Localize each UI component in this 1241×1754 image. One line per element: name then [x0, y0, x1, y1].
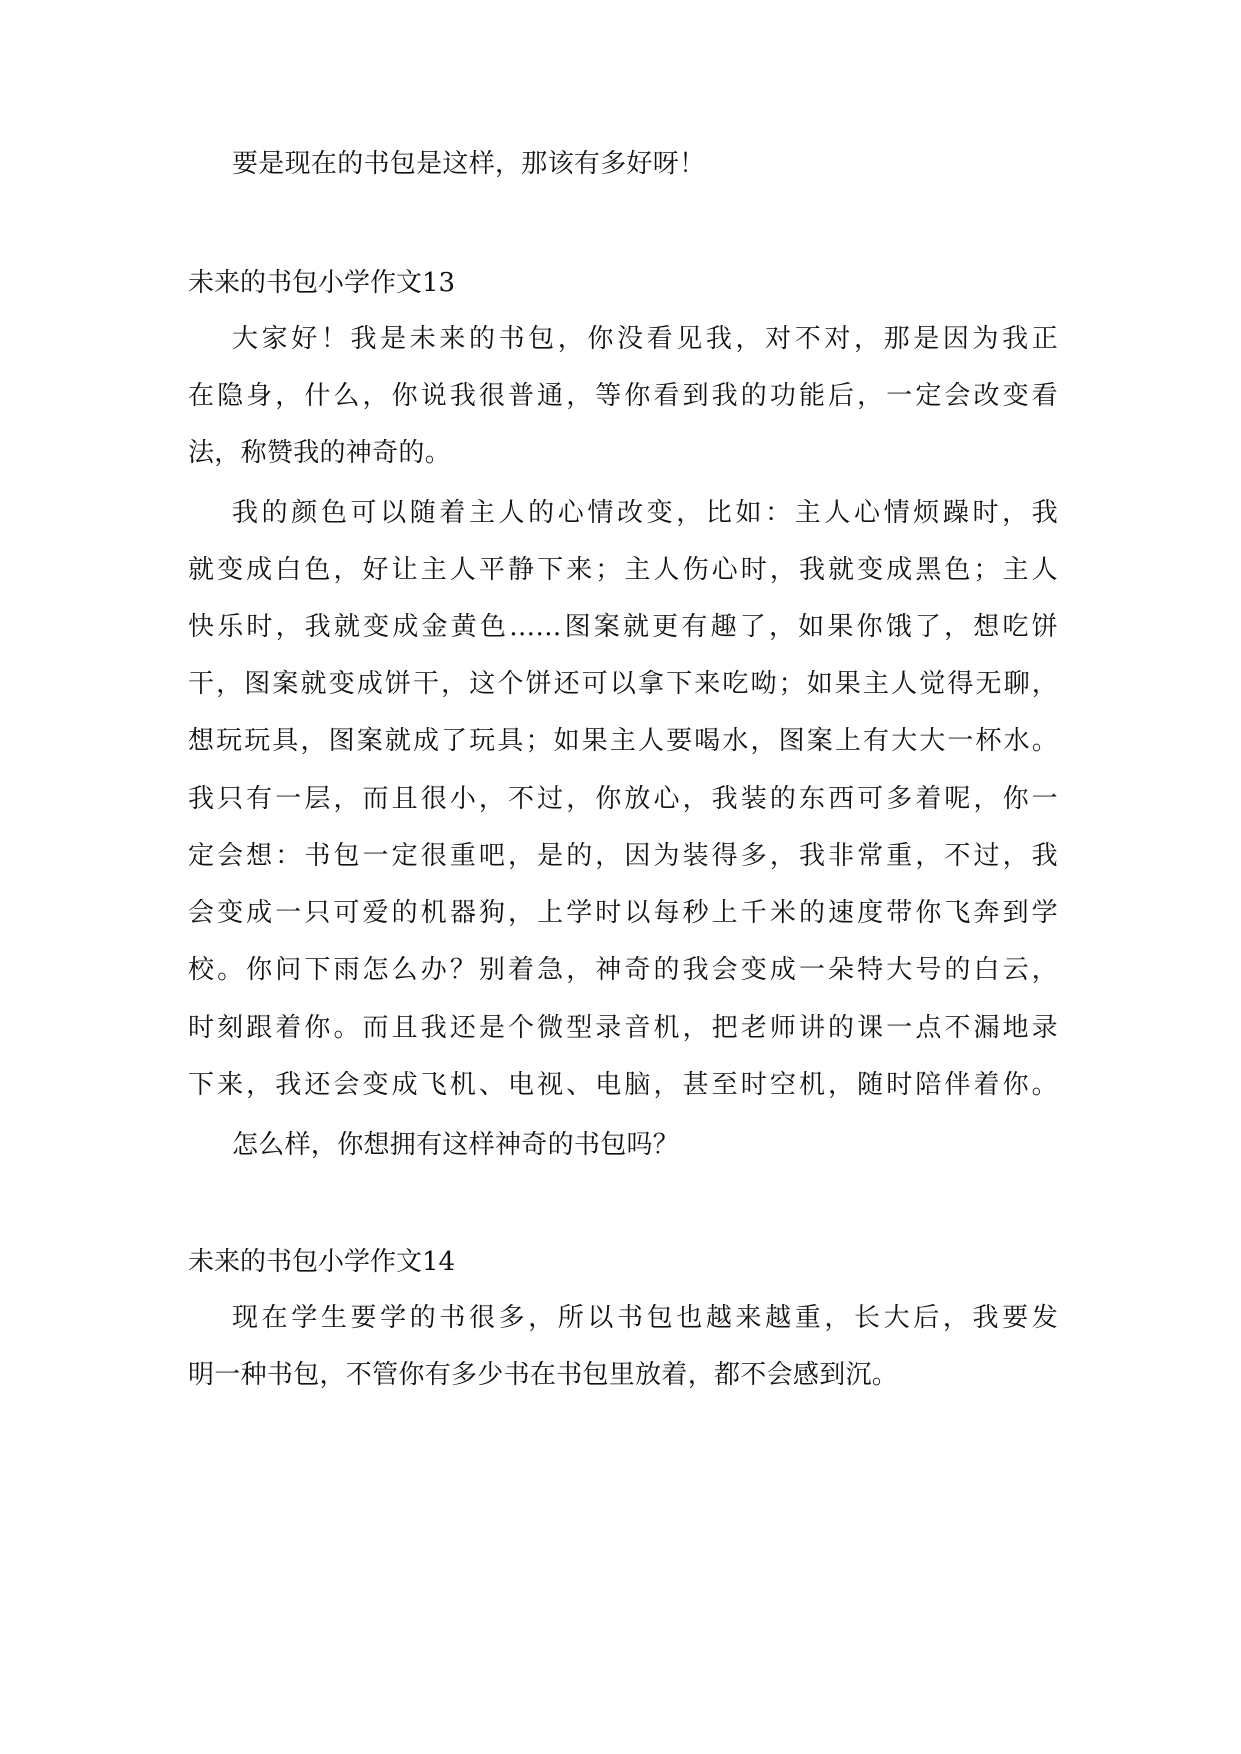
essay-13-p2-line-10: 时刻跟着你。而且我还是个微型录音机，把老师讲的课一点不漏地录: [188, 1013, 1058, 1043]
essay-13-p2-line-5: 想玩玩具，图案就成了玩具；如果主人要喝水，图案上有大大一杯水。: [188, 726, 1058, 756]
essay-14-title: 未来的书包小学作文14: [188, 1247, 456, 1277]
essay-14-p1-line-1: 现在学生要学的书很多，所以书包也越来越重，长大后，我要发: [232, 1303, 1058, 1333]
essay-13-p2-line-6: 我只有一层，而且很小，不过，你放心，我装的东西可多着呢，你一: [188, 784, 1058, 814]
essay-13-p2-line-1: 我的颜色可以随着主人的心情改变，比如：主人心情烦躁时，我: [232, 498, 1058, 528]
essay-13-p2-line-11: 下来，我还会变成飞机、电视、电脑，甚至时空机，随时陪伴着你。: [188, 1070, 1058, 1100]
essay-13-p2-line-9: 校。你问下雨怎么办？别着急，神奇的我会变成一朵特大号的白云，: [188, 955, 1058, 985]
essay-13-p1-line-1: 大家好！我是未来的书包，你没看见我，对不对，那是因为我正: [232, 324, 1058, 354]
intro-paragraph: 要是现在的书包是这样，那该有多好呀！: [232, 149, 706, 179]
essay-13-p2-line-4: 干，图案就变成饼干，这个饼还可以拿下来吃呦；如果主人觉得无聊，: [188, 669, 1058, 699]
essay-13-p3: 怎么样，你想拥有这样神奇的书包吗？: [232, 1130, 680, 1160]
essay-13-p1-line-2: 在隐身，什么，你说我很普通，等你看到我的功能后，一定会改变看: [188, 381, 1058, 411]
essay-13-title: 未来的书包小学作文13: [188, 268, 456, 298]
essay-13-p2-line-3: 快乐时，我就变成金黄色……图案就更有趣了，如果你饿了，想吃饼: [188, 612, 1058, 642]
essay-14-p1-line-2: 明一种书包，不管你有多少书在书包里放着，都不会感到沉。: [188, 1360, 899, 1390]
essay-13-p2-line-7: 定会想：书包一定很重吧，是的，因为装得多，我非常重，不过，我: [188, 841, 1058, 871]
essay-13-p2-line-2: 就变成白色，好让主人平静下来；主人伤心时，我就变成黑色；主人: [188, 555, 1058, 585]
essay-13-p1-line-3: 法，称赞我的神奇的。: [188, 438, 452, 468]
essay-13-p2-line-8: 会变成一只可爱的机器狗，上学时以每秒上千米的速度带你飞奔到学: [188, 898, 1058, 928]
